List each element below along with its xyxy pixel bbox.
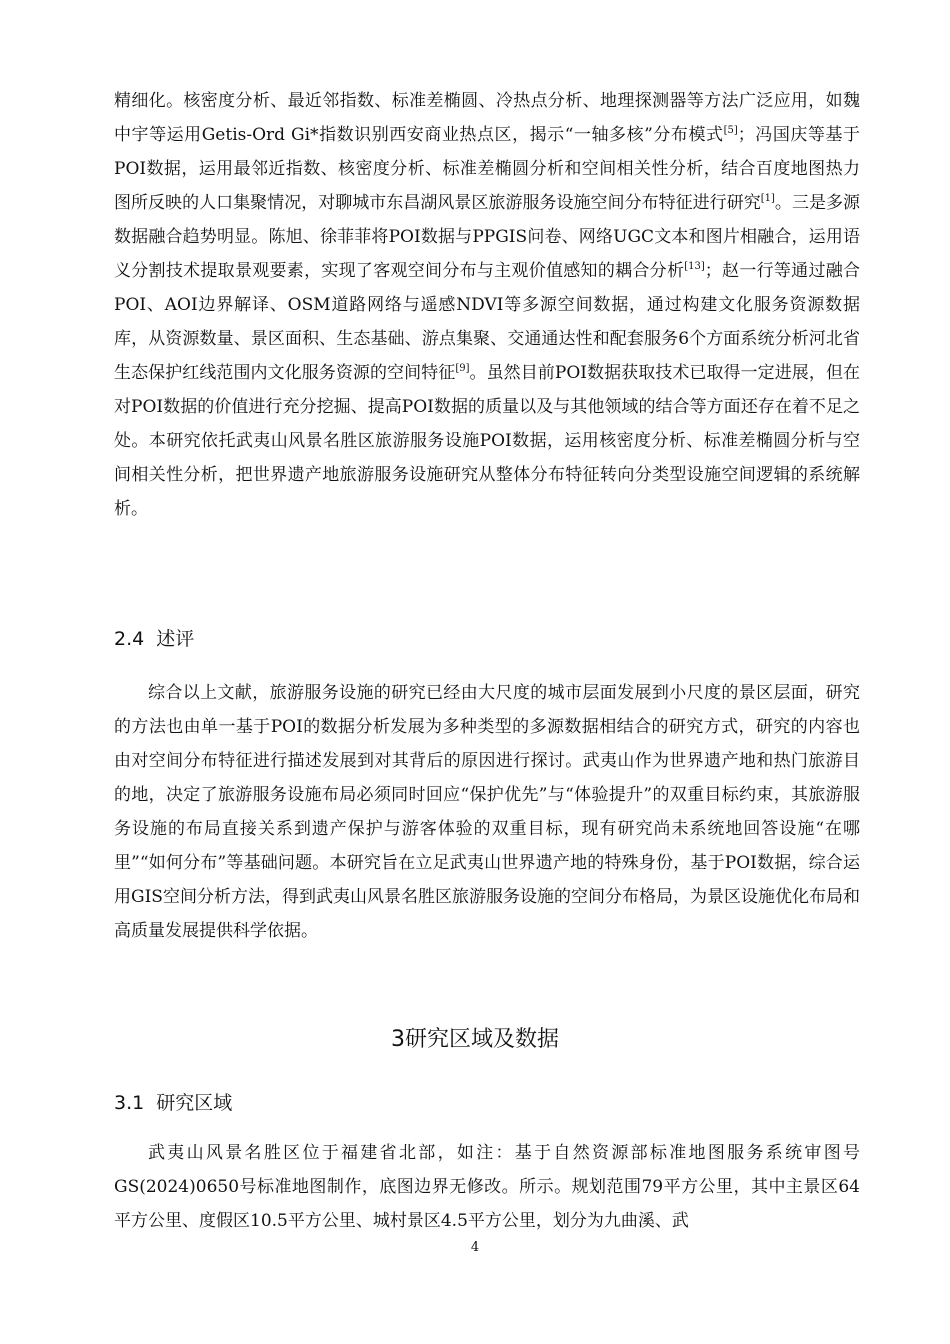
section-heading-3-1 [114,1088,232,1115]
section-title: 研究区域 [156,1092,233,1114]
paragraph-text: ；赵一行等通过融合POI、AOI边界解译、OSM道路网络与遥感NDVI等多源空间数据，通过构建文化服务资源数据库，从资源数量、景区面积、生态基础、游点集聚、交通通达性和配套服务6个方面系统分析河北省生态保护红线范围内文化服务资源的空间特征 [114,261,861,383]
section-title: 述评 [156,628,195,650]
section-number: 3.1 [114,1092,145,1114]
paragraph-text: 。虽然目前POI数据获取技术已取得一定进展，但在对POI数据的价值进行充分挖掘、提高POI数据的质量以及与其他领域的结合等方面还存在着不足之处。本研究依托武夷山风景名胜区旅游服务设施POI数据，运用核密度分析、标准差椭圆分析与空间相关性分析，把世界遗产地旅游服务设施研究从整体分布特征转向分类型设施空间逻辑的系统解析。 [114,363,861,519]
paragraph-study-area: 武夷山风景名胜区位于福建省北部，如注：基于自然资源部标准地图服务系统审图号GS(2024)0650号标准地图制作，底图边界无修改。所示。规划范围79平方公里，其中主景区64平方公里、度假区10.5平方公里、城村景区4.5平方公里，划分为九曲溪、武 [114,1143,860,1231]
paragraph-text: 精细化。核密度分析、最近邻指数、标准差椭圆、冷热点分析、地理探测器等方法广泛应用，如魏中宇等运用Getis-Ord Gi*指数识别西安商业热点区，揭示“一轴多核”分布模式 [114,91,860,145]
page-number: 4 [470,1240,480,1255]
paragraph-literature-review [114,84,860,526]
paragraph-review-summary: 综合以上文献，旅游服务设施的研究已经由大尺度的城市层面发展到小尺度的景区层面，研究的方法也由单一基于POI的数据分析发展为多种类型的多源数据相结合的研究方式，研究的内容也由对空间分布特征进行描述发展到对其背后的原因进行探讨。武夷山作为世界遗产地和热门旅游目的地，决定了旅游服务设施布局必须同时回应“保护优先”与“体验提升”的双重目标约束，其旅游服务设施的布局直接关系到遗产保护与游客体验的双重目标，现有研究尚未系统地回答设施“在哪里”“如何分布”等基础问题。本研究旨在立足武夷山世界遗产地的特殊身份，基于POI数据，综合运用GIS空间分析方法，得到武夷山风景名胜区旅游服务设施的空间分布格局，为景区设施优化布局和高质量发展提供科学依据。 [114,683,860,941]
section-number: 2.4 [114,628,145,650]
chapter-heading: 3研究区域及数据 [391,1027,559,1052]
paragraph-text: ；冯国庆等基于POI数据，运用最邻近指数、核密度分析、标准差椭圆分析和空间相关性分析，结合百度地图热力图所反映的人口集聚情况，对聊城市东昌湖风景区旅游服务设施空间分布特征进行研究 [114,125,861,213]
citation-reference: [5] [723,125,738,136]
paragraph-text: 。三是多源数据融合趋势明显。陈旭、徐菲菲将POI数据与PPGIS问卷、网络UGC文本和图片相融合，运用语义分割技术提取景观要素，实现了客观空间分布与主观价值感知的耦合分析 [114,193,861,281]
citation-reference: [9] [455,363,470,374]
citation-reference: [13] [684,261,705,272]
section-heading-2-4 [114,624,194,651]
citation-reference: [1] [760,193,775,204]
